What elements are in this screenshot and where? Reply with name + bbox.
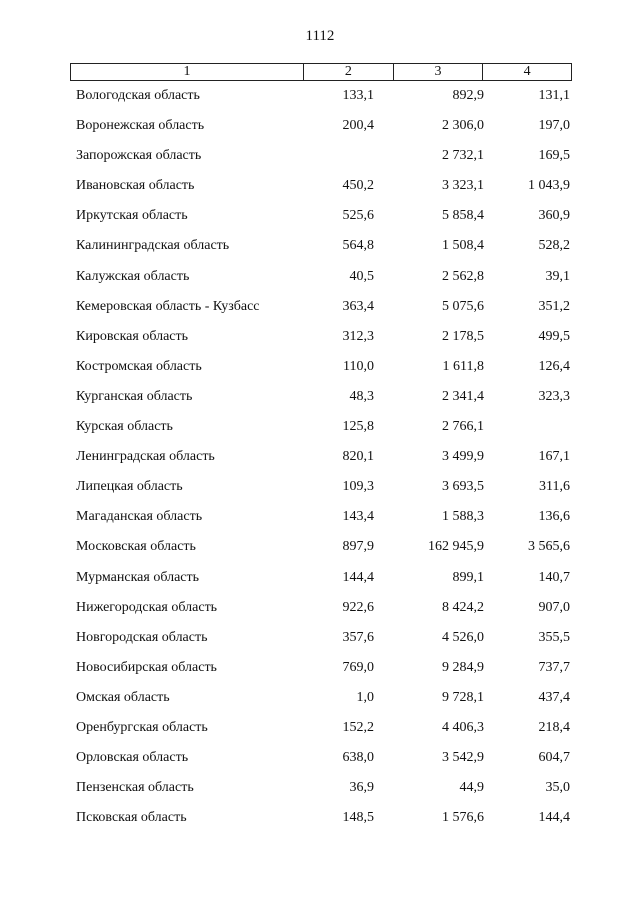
value-col-2: 1,0	[356, 689, 374, 705]
value-col-4: 167,1	[538, 449, 570, 465]
value-col-4: 604,7	[538, 750, 570, 766]
region-name: Новосибирская область	[76, 659, 217, 675]
value-col-2: 363,4	[342, 298, 374, 314]
table-row	[0, 322, 640, 352]
region-name: Кировская область	[76, 328, 189, 344]
value-col-2: 897,9	[342, 539, 374, 555]
value-col-3: 2 178,5	[442, 328, 484, 344]
region-name: Пензенская область	[76, 780, 194, 796]
table-row	[0, 231, 640, 261]
value-col-3: 3 542,9	[442, 750, 484, 766]
value-col-2: 564,8	[342, 238, 374, 254]
column-header-4: 4	[482, 64, 571, 80]
value-col-3: 2 732,1	[442, 148, 484, 164]
table-row	[0, 683, 640, 713]
value-col-4: 1 043,9	[528, 178, 570, 194]
table-row	[0, 442, 640, 472]
value-col-4: 136,6	[538, 509, 570, 525]
table-row	[0, 593, 640, 623]
value-col-4: 131,1	[538, 88, 570, 103]
region-name: Орловская область	[76, 750, 189, 766]
region-name: Ивановская область	[76, 178, 195, 194]
value-col-3: 2 562,8	[442, 268, 484, 284]
value-col-3: 2 341,4	[442, 388, 484, 404]
region-name: Нижегородская область	[76, 599, 218, 615]
region-name: Воронежская область	[76, 118, 205, 134]
value-col-4: 311,6	[539, 479, 570, 495]
region-name: Курская область	[76, 419, 173, 435]
value-col-2: 312,3	[342, 328, 374, 344]
table-row	[0, 81, 640, 111]
value-col-2: 200,4	[342, 118, 374, 134]
value-col-3: 892,9	[452, 88, 484, 103]
value-col-4: 737,7	[538, 659, 570, 675]
value-col-4: 437,4	[538, 689, 570, 705]
table-row	[0, 563, 640, 593]
table-row	[0, 623, 640, 653]
region-name: Мурманская область	[76, 569, 200, 585]
table-row	[0, 653, 640, 683]
value-col-3: 9 728,1	[442, 689, 484, 705]
value-col-2: 769,0	[342, 659, 374, 675]
value-col-3: 1 508,4	[442, 238, 484, 254]
table-row	[0, 713, 640, 743]
value-col-2: 144,4	[342, 569, 374, 585]
value-col-4: 39,1	[545, 268, 570, 284]
value-col-3: 4 526,0	[442, 629, 484, 645]
value-col-2: 148,5	[342, 810, 374, 826]
value-col-2: 357,6	[342, 629, 374, 645]
value-col-3: 3 323,1	[442, 178, 484, 194]
column-header-3: 3	[393, 64, 483, 80]
value-col-3: 162 945,9	[428, 539, 484, 555]
value-col-2: 133,1	[342, 88, 374, 103]
value-col-2: 922,6	[342, 599, 374, 615]
region-name: Кемеровская область - Кузбасс	[76, 298, 260, 314]
value-col-2: 110,0	[343, 358, 374, 374]
value-col-3: 44,9	[459, 780, 484, 796]
value-col-2: 525,6	[342, 208, 374, 224]
value-col-3: 3 499,9	[442, 449, 484, 465]
value-col-4: 907,0	[538, 599, 570, 615]
table-row	[0, 352, 640, 382]
region-name: Липецкая область	[76, 479, 183, 495]
table-row	[0, 201, 640, 231]
region-name: Оренбургская область	[76, 719, 208, 735]
value-col-2: 638,0	[342, 750, 374, 766]
value-col-3: 5 858,4	[442, 208, 484, 224]
value-col-4: 351,2	[538, 298, 570, 314]
table-row	[0, 532, 640, 562]
region-name: Калужская область	[76, 268, 190, 284]
value-col-3: 5 075,6	[442, 298, 484, 314]
region-name: Запорожская область	[76, 148, 202, 164]
value-col-2: 820,1	[342, 449, 374, 465]
table-header	[70, 63, 572, 81]
region-name: Магаданская область	[76, 509, 203, 525]
table-row	[0, 803, 640, 833]
value-col-4: 323,3	[538, 388, 570, 404]
region-name: Курганская область	[76, 388, 193, 404]
value-col-4: 169,5	[538, 148, 570, 164]
region-name: Иркутская область	[76, 208, 188, 224]
value-col-2: 109,3	[342, 479, 374, 495]
table-row	[0, 141, 640, 171]
value-col-2: 450,2	[342, 178, 374, 194]
value-col-4: 218,4	[538, 719, 570, 735]
region-name: Московская область	[76, 539, 196, 555]
value-col-4: 140,7	[538, 569, 570, 585]
region-name: Костромская область	[76, 358, 202, 374]
value-col-2: 143,4	[342, 509, 374, 525]
value-col-3: 899,1	[452, 569, 484, 585]
value-col-2: 48,3	[349, 388, 374, 404]
table-row	[0, 502, 640, 532]
page-number: 1112	[305, 28, 335, 44]
value-col-3: 1 576,6	[442, 810, 484, 826]
value-col-4: 355,5	[538, 629, 570, 645]
value-col-4: 360,9	[538, 208, 570, 224]
value-col-4: 144,4	[538, 810, 570, 826]
region-name: Ленинградская область	[76, 449, 215, 465]
value-col-3: 3 693,5	[442, 479, 484, 495]
value-col-4: 126,4	[538, 358, 570, 374]
value-col-4: 3 565,6	[528, 539, 570, 555]
column-header-2: 2	[303, 64, 393, 80]
region-name: Псковская область	[76, 810, 187, 826]
table-row	[0, 743, 640, 773]
value-col-2: 125,8	[342, 419, 374, 435]
value-col-3: 2 306,0	[442, 118, 484, 134]
table-row	[0, 412, 640, 442]
value-col-4: 197,0	[538, 118, 570, 134]
value-col-3: 2 766,1	[442, 419, 484, 435]
value-col-2: 152,2	[342, 719, 374, 735]
region-name: Калининградская область	[76, 238, 230, 254]
value-col-3: 9 284,9	[442, 659, 484, 675]
value-col-3: 1 588,3	[442, 509, 484, 525]
table-row	[0, 773, 640, 803]
region-name: Вологодская область	[76, 88, 200, 103]
table-row	[0, 171, 640, 201]
value-col-4: 528,2	[538, 238, 570, 254]
region-name: Омская область	[76, 689, 170, 705]
region-name: Новгородская область	[76, 629, 208, 645]
value-col-4: 499,5	[538, 328, 570, 344]
value-col-4: 35,0	[545, 780, 570, 796]
value-col-3: 4 406,3	[442, 719, 484, 735]
table-row	[0, 382, 640, 412]
table-row	[0, 292, 640, 322]
value-col-2: 40,5	[349, 268, 374, 284]
table-row	[0, 262, 640, 292]
table-row	[0, 111, 640, 141]
value-col-3: 1 611,8	[442, 358, 484, 374]
table-body	[0, 81, 640, 833]
table-row	[0, 472, 640, 502]
value-col-3: 8 424,2	[442, 599, 484, 615]
value-col-2: 36,9	[349, 780, 374, 796]
column-header-1: 1	[183, 64, 191, 79]
